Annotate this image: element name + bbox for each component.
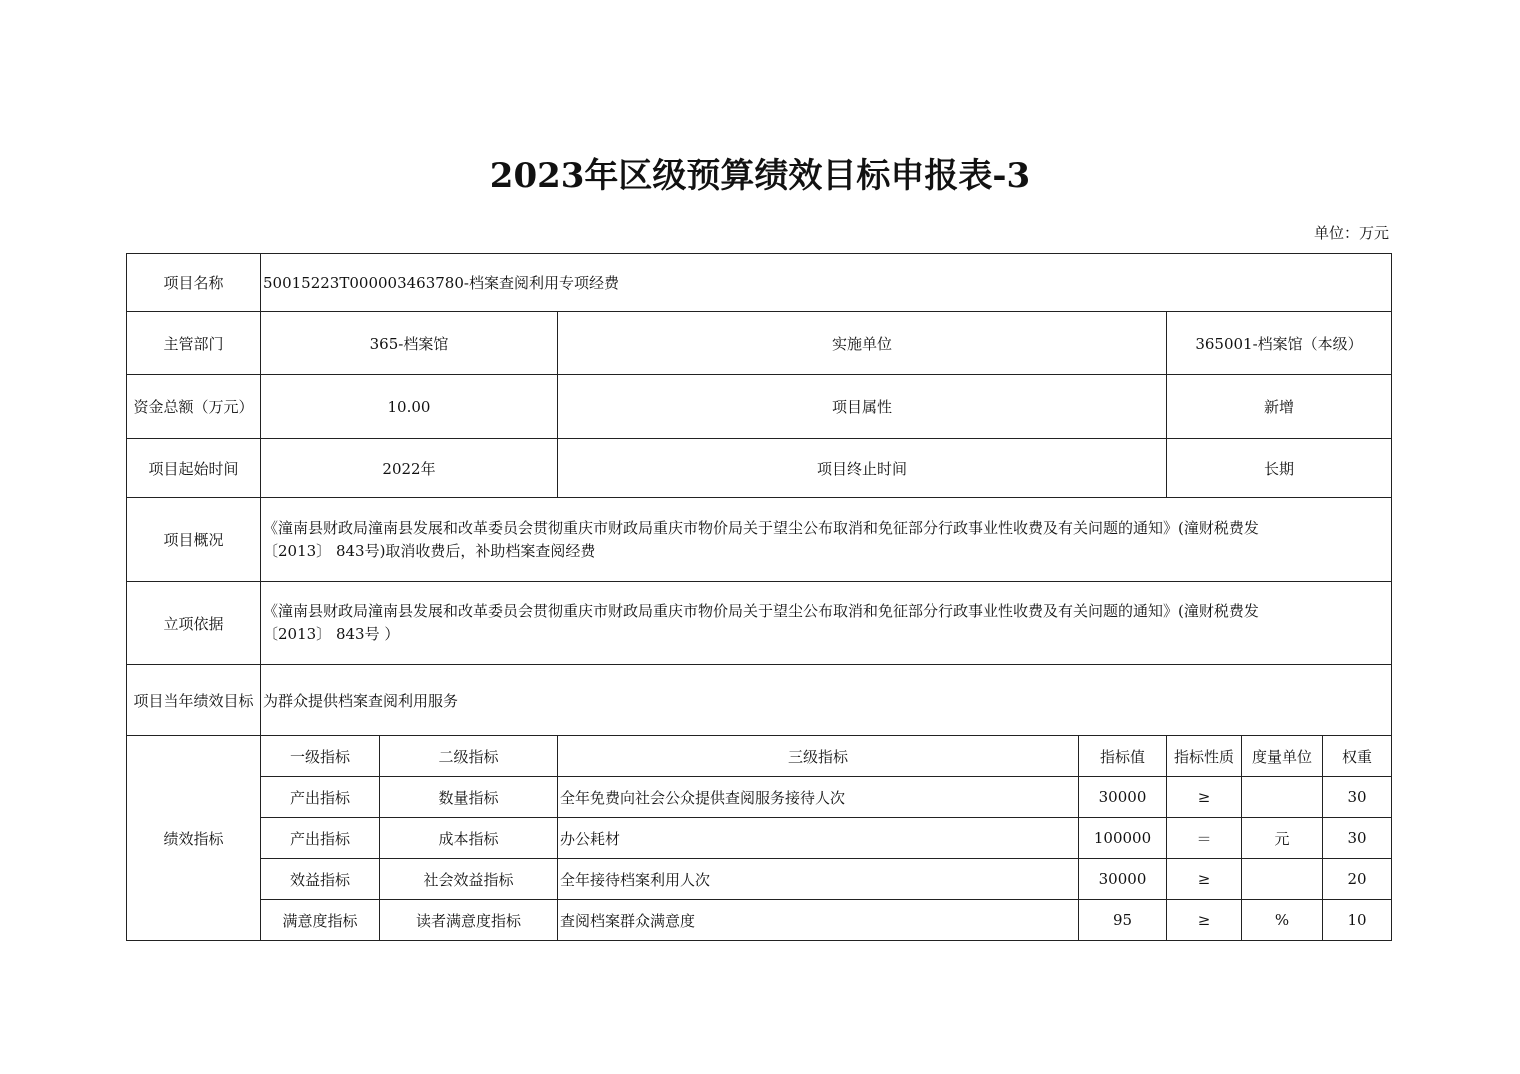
unit-label: 单位：万元 <box>1313 224 1389 242</box>
indicator-value: 30000 <box>1079 859 1167 900</box>
indicator-value: 95 <box>1079 900 1167 941</box>
header-level3: 三级指标 <box>558 736 1079 777</box>
impl-label: 实施单位 <box>558 312 1167 375</box>
goal-value: 为群众提供档案查阅利用服务 <box>261 665 1392 736</box>
indicator-level1: 效益指标 <box>261 859 380 900</box>
indicator-weight: 30 <box>1323 777 1392 818</box>
indicator-level3: 全年接待档案利用人次 <box>558 859 1079 900</box>
indicator-weight: 20 <box>1323 859 1392 900</box>
indicator-unit <box>1242 777 1323 818</box>
indicator-row <box>127 859 1392 900</box>
header-weight: 权重 <box>1323 736 1392 777</box>
indicator-nature: ＝ <box>1167 818 1242 859</box>
header-nature: 指标性质 <box>1167 736 1242 777</box>
end-time-label: 项目终止时间 <box>558 439 1167 498</box>
indicator-nature: ≥ <box>1167 859 1242 900</box>
overview-line-1: 《潼南县财政局潼南县发展和改革委员会贯彻重庆市财政局重庆市物价局关于望尘公布取消和免征部分行政事业性收费及有关问题的通知》(潼财税费发 <box>263 518 1259 537</box>
indicator-unit: % <box>1242 900 1323 941</box>
indicator-level2: 社会效益指标 <box>380 859 558 900</box>
indicator-weight: 30 <box>1323 818 1392 859</box>
indicator-weight: 10 <box>1323 900 1392 941</box>
header-unit: 度量单位 <box>1242 736 1323 777</box>
funds-value: 10.00 <box>261 375 558 439</box>
row-goal <box>127 665 1392 736</box>
attr-label: 项目属性 <box>558 375 1167 439</box>
row-basis <box>127 582 1392 665</box>
basis-line-2: 〔2013〕 843号 ） <box>263 625 400 643</box>
header-level1: 一级指标 <box>261 736 380 777</box>
row-funds <box>127 375 1392 439</box>
attr-value: 新增 <box>1167 375 1392 439</box>
row-project-name <box>127 254 1392 312</box>
overview-value <box>261 498 1392 582</box>
indicator-value: 100000 <box>1079 818 1167 859</box>
overview-label: 项目概况 <box>127 498 261 582</box>
indicator-level3: 查阅档案群众满意度 <box>558 900 1079 941</box>
project-name-value: 50015223T000003463780-档案查阅利用专项经费 <box>261 254 1392 312</box>
indicators-label: 绩效指标 <box>127 736 261 941</box>
page-title: 2023年区级预算绩效目标申报表-3 <box>489 156 1031 196</box>
indicator-level3: 全年免费向社会公众提供查阅服务接待人次 <box>558 777 1079 818</box>
header-value: 指标值 <box>1079 736 1167 777</box>
funds-label: 资金总额（万元） <box>127 375 261 439</box>
basis-value <box>261 582 1392 665</box>
row-overview <box>127 498 1392 582</box>
indicator-level1: 产出指标 <box>261 818 380 859</box>
indicator-unit: 元 <box>1242 818 1323 859</box>
indicator-level3: 办公耗材 <box>558 818 1079 859</box>
indicator-nature: ≥ <box>1167 777 1242 818</box>
budget-table <box>126 253 1392 941</box>
indicator-row <box>127 777 1392 818</box>
indicator-header-row <box>127 736 1392 777</box>
start-time-label: 项目起始时间 <box>127 439 261 498</box>
indicator-row <box>127 818 1392 859</box>
project-name-label: 项目名称 <box>127 254 261 312</box>
row-dept <box>127 312 1392 375</box>
indicator-level1: 满意度指标 <box>261 900 380 941</box>
indicator-level2: 成本指标 <box>380 818 558 859</box>
indicator-level2: 读者满意度指标 <box>380 900 558 941</box>
goal-label: 项目当年绩效目标 <box>127 665 261 736</box>
indicator-level2: 数量指标 <box>380 777 558 818</box>
dept-value: 365-档案馆 <box>261 312 558 375</box>
indicator-row <box>127 900 1392 941</box>
indicator-unit <box>1242 859 1323 900</box>
indicator-level1: 产出指标 <box>261 777 380 818</box>
basis-line-1: 《潼南县财政局潼南县发展和改革委员会贯彻重庆市财政局重庆市物价局关于望尘公布取消和免征部分行政事业性收费及有关问题的通知》(潼财税费发 <box>263 602 1259 620</box>
dept-label: 主管部门 <box>127 312 261 375</box>
overview-line-2: 〔2013〕 843号)取消收费后，补助档案查阅经费 <box>263 541 596 560</box>
row-time <box>127 439 1392 498</box>
start-time-value: 2022年 <box>261 439 558 498</box>
indicator-nature: ≥ <box>1167 900 1242 941</box>
end-time-value: 长期 <box>1167 439 1392 498</box>
header-level2: 二级指标 <box>380 736 558 777</box>
basis-label: 立项依据 <box>127 582 261 665</box>
impl-value: 365001-档案馆（本级） <box>1167 312 1392 375</box>
indicator-value: 30000 <box>1079 777 1167 818</box>
